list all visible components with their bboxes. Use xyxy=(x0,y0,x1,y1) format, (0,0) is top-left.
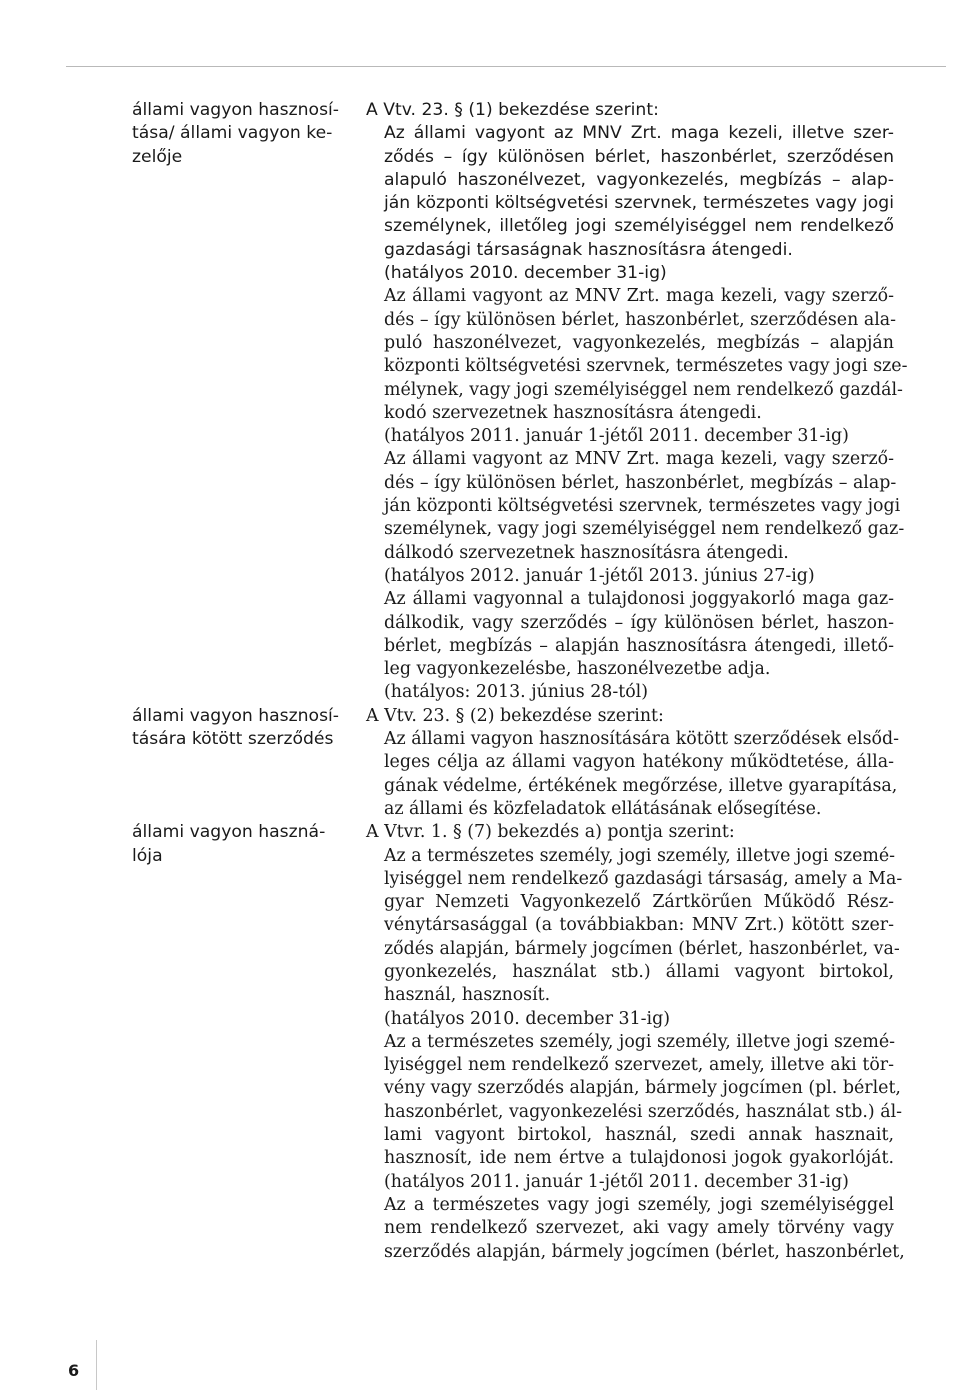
text-line: az állami és közfeladatok ellátásának elősegítése. xyxy=(384,798,822,819)
text-line: személynek, vagy jogi személyiséggel nem rendelkező gaz- xyxy=(384,519,905,540)
text-line: A Vtvr. 1. § (7) bekezdés a) pontja szerint: xyxy=(366,822,735,843)
text-line: ján központi költségvetési szervnek, természetes vagy jogi xyxy=(384,193,894,214)
text-line: (hatályos 2010. december 31-ig) xyxy=(384,1008,671,1029)
text-line: Az állami vagyont az MNV Zrt. maga kezeli, vagy szerző- xyxy=(384,449,894,470)
text-line: Az állami vagyonnal a tulajdonosi joggyakorló maga gaz- xyxy=(384,589,894,610)
term-column xyxy=(0,821,326,868)
document-body xyxy=(0,99,960,1264)
page-number: 6 xyxy=(68,1361,80,1380)
text-line: (hatályos 2012. január 1-jétől 2013. június 27-ig) xyxy=(384,565,815,586)
footer-rule xyxy=(96,1340,97,1390)
definition-text xyxy=(366,99,908,705)
text-line: dálkodó szervezetnek hasznosításra átengedi. xyxy=(384,542,789,563)
text-line: gyonkezelés, használat stb.) állami vagyont birtokol, xyxy=(384,961,894,982)
term-column xyxy=(0,705,339,752)
text-line: gyar Nemzeti Vagyonkezelő Zártkörűen Működő Rész- xyxy=(384,892,894,913)
text-line: haszonbérlet, vagyonkezelési szerződés, használat stb.) ál- xyxy=(384,1101,903,1122)
text-line: alapuló haszonélvezet, vagyonkezelés, megbízás – alap- xyxy=(384,169,894,190)
definition-entry xyxy=(0,821,960,1264)
text-line: (hatályos: 2013. június 28-tól) xyxy=(384,682,649,703)
header-rule xyxy=(66,66,946,67)
text-line: használ, hasznosít. xyxy=(384,985,551,1006)
text-line: ződés alapján, bármely jogcímen (bérlet, haszonbérlet, va- xyxy=(384,938,900,959)
text-line: (hatályos 2010. december 31-ig) xyxy=(384,263,667,284)
text-line: ződés – így különösen bérlet, haszonbérlet, szerződésen xyxy=(384,146,894,167)
text-line: Az a természetes személy, jogi személy, illetve jogi szemé- xyxy=(384,845,896,866)
text-line: ján központi költségvetési szervnek, természetes vagy jogi xyxy=(384,496,901,517)
text-line: bérlet, megbízás – alapján hasznosításra átengedi, illető- xyxy=(384,635,894,656)
definition-entry xyxy=(0,705,960,821)
text-line: puló haszonélvezet, vagyonkezelés, megbízás – alapján xyxy=(384,332,894,353)
term-label: állami vagyon haszná- lója xyxy=(132,822,326,866)
text-line: Az a természetes személy, jogi személy, illetve jogi szemé- xyxy=(384,1031,896,1052)
text-line: gazdasági társaságnak hasznosításra átengedi. xyxy=(384,239,793,260)
term-label: állami vagyon hasznosí- tása/ állami vagyon ke- zelője xyxy=(132,100,339,167)
text-line: vénytársasággal (a továbbiakban: MNV Zrt.) kötött szer- xyxy=(384,915,894,936)
text-line: (hatályos 2011. január 1-jétől 2011. december 31-ig) xyxy=(384,426,849,447)
text-line: hasznosít, ide nem értve a tulajdonosi jogok gyakorlóját. xyxy=(384,1148,894,1169)
text-line: mélynek, vagy jogi személyiséggel nem rendelkező gazdál- xyxy=(384,379,903,400)
text-line: gának védelme, értékének megőrzése, illetve gyarapítása, xyxy=(384,775,898,796)
text-line: Az állami vagyont az MNV Zrt. maga kezeli, vagy szerző- xyxy=(384,286,894,307)
text-line: központi költségvetési szervnek, természetes vagy jogi sze- xyxy=(384,356,908,377)
text-line: lyiséggel nem rendelkező gazdasági társaság, amely a Ma- xyxy=(384,868,903,889)
text-line: A Vtv. 23. § (2) bekezdése szerint: xyxy=(366,705,664,726)
text-line: dés – így különösen bérlet, haszonbérlet, megbízás – alap- xyxy=(384,472,897,493)
text-line: dálkodik, vagy szerződés – így különösen bérlet, haszon- xyxy=(384,612,894,633)
text-line: Az állami vagyont az MNV Zrt. maga kezeli, illetve szer- xyxy=(384,123,894,144)
text-line: dés – így különösen bérlet, haszonbérlet, szerződésen ala- xyxy=(384,309,896,330)
text-line: Az a természetes vagy jogi személy, jogi személyiséggel xyxy=(384,1194,894,1215)
definition-text xyxy=(366,821,905,1264)
text-line: lyiséggel nem rendelkező szervezet, amely, illetve aki tör- xyxy=(384,1055,894,1076)
definition-entry xyxy=(0,99,960,705)
text-line: szerződés alapján, bármely jogcímen (bérlet, haszonbérlet, xyxy=(384,1241,905,1262)
text-line: vény vagy szerződés alapján, bármely jogcímen (pl. bérlet, xyxy=(384,1078,901,1099)
text-line: A Vtv. 23. § (1) bekezdése szerint: xyxy=(366,100,659,120)
text-line: kodó szervezetnek hasznosításra átengedi. xyxy=(384,402,762,423)
text-line: személynek, illetőleg jogi személyiséggel nem rendelkező xyxy=(384,216,894,237)
text-line: nem rendelkező szervezet, aki vagy amely törvény vagy xyxy=(384,1218,894,1239)
term-label: állami vagyon hasznosí- tására kötött szerződés xyxy=(132,705,339,750)
text-line: leges célja az állami vagyon hatékony működtetése, álla- xyxy=(384,752,894,773)
text-line: Az állami vagyon hasznosítására kötött szerződések elsőd- xyxy=(384,729,899,750)
text-line: lami vagyont birtokol, használ, szedi annak hasznait, xyxy=(384,1125,894,1146)
term-column xyxy=(0,99,339,169)
text-line: leg vagyonkezelésbe, haszonélvezetbe adja. xyxy=(384,659,771,680)
definition-text xyxy=(366,705,899,821)
text-line: (hatályos 2011. január 1-jétől 2011. december 31-ig) xyxy=(384,1171,849,1192)
